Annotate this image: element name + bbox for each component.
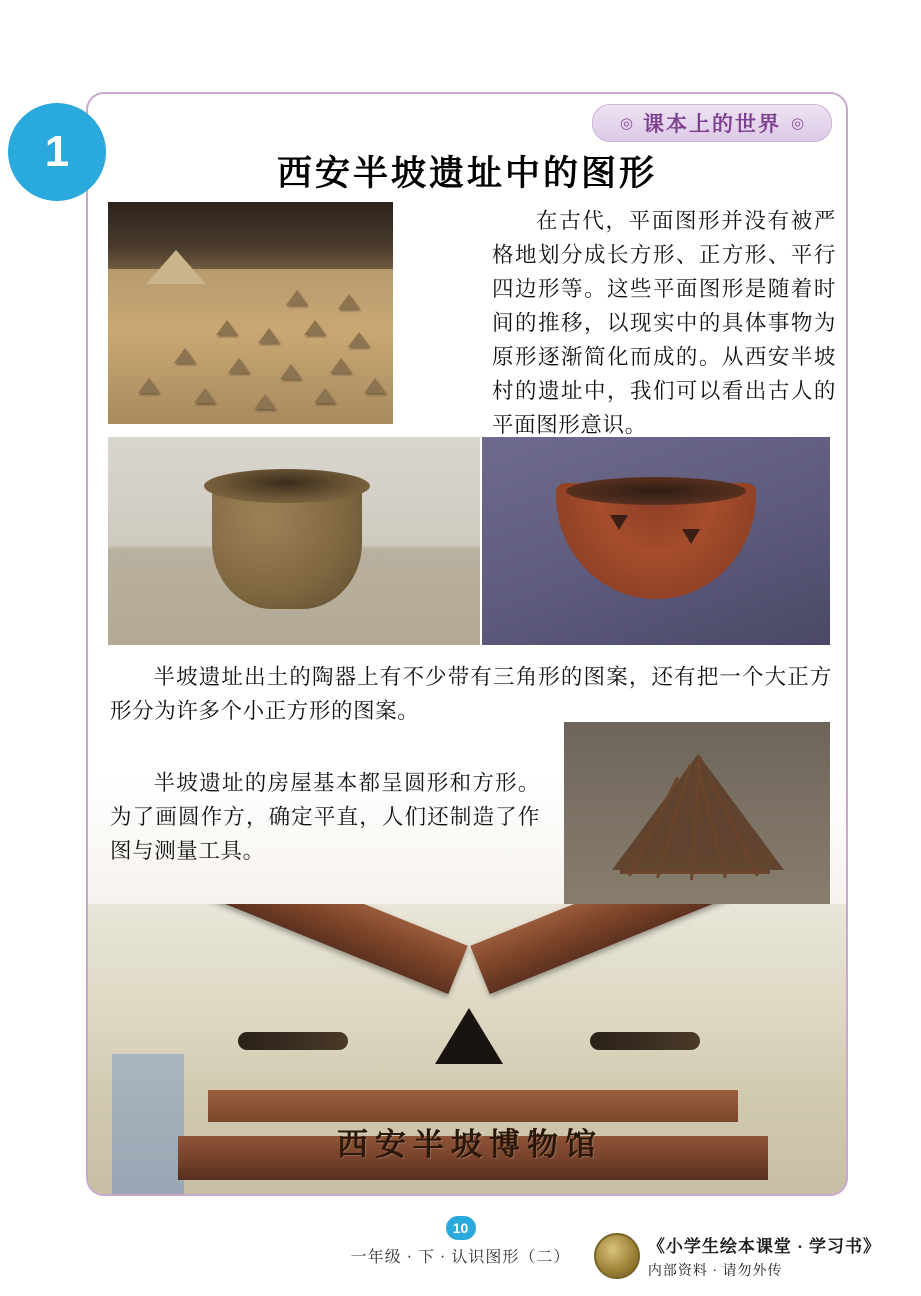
chapter-number-badge: 1 [8,103,106,201]
photo-museum-gate [88,904,848,1196]
photo-clay-pot [108,437,480,645]
paragraph-2-text: 半坡遗址出土的陶器上有不少带有三角形的图案，还有把一个大正方形分为许多个小正方形的图案。 [110,665,832,723]
content-frame [86,92,848,1196]
diamond-left-icon: ◎ [619,115,633,132]
paragraph-2 [110,660,832,728]
paragraph-1 [492,204,836,442]
photo-house-frame [564,722,830,918]
museum-sign-text: 西安半坡博物馆 [337,1126,603,1162]
section-tag-label: 课本上的世界 [643,112,781,136]
photo-village-model [108,202,393,424]
diamond-right-icon: ◎ [791,115,805,132]
seal-icon [594,1233,640,1279]
footer-notice: 内部资料 · 请勿外传 [647,1264,783,1279]
section-tag [592,104,832,142]
footer-series-title: 《小学生绘本课堂 · 学习书》 [647,1237,881,1256]
photo-painted-bowl [482,437,830,645]
paragraph-3 [110,766,540,868]
paragraph-1-text: 在古代，平面图形并没有被严格地划分成长方形、正方形、平行四边形等。这些平面图形是随着时间的推移，以现实中的具体事物为原形逐渐简化而成的。从西安半坡村的遗址中，我们可以看出古人的平面图形意识。 [492,209,836,437]
footer-publisher [594,1232,881,1280]
page-title: 西安半坡遗址中的图形 [276,154,657,193]
footer-book-info: 一年级 · 下 · 认识图形（二） [350,1249,571,1266]
page-number: 10 [446,1216,476,1240]
paragraph-3-text: 半坡遗址的房屋基本都呈圆形和方形。为了画圆作方，确定平直，人们还制造了作图与测量工具。 [110,771,540,863]
